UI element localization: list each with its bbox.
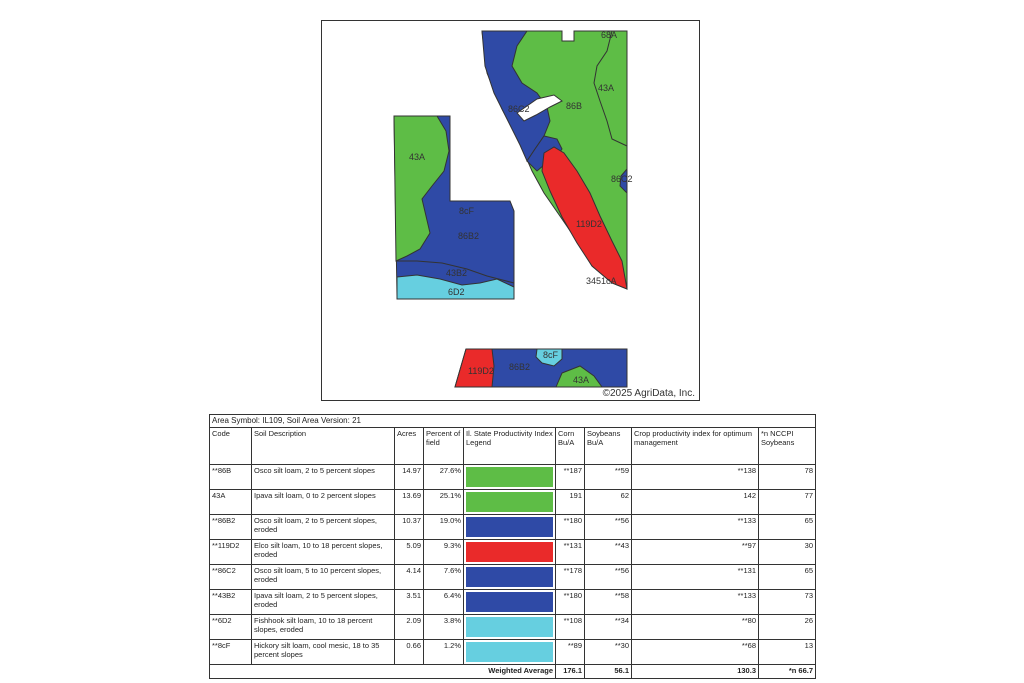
map-label-86c2-top: 86C2	[508, 104, 530, 114]
cell-nccpi: 73	[759, 590, 816, 615]
map-label-43a-left: 43A	[409, 152, 426, 162]
cell-legend-swatch	[464, 615, 556, 640]
cell-acres: 0.66	[395, 640, 424, 665]
table-row	[210, 565, 816, 590]
table-row	[210, 640, 816, 665]
cell-crop-index: **138	[632, 465, 759, 490]
table-footer-row	[210, 665, 816, 679]
cell-code: **86B2	[210, 515, 252, 540]
cell-percent: 6.4%	[424, 590, 464, 615]
cell-soybeans: **43	[585, 540, 632, 565]
cell-corn: **180	[556, 590, 585, 615]
cell-nccpi: 13	[759, 640, 816, 665]
cell-description: Hickory silt loam, cool mesic, 18 to 35 percent slopes	[252, 640, 395, 665]
cell-percent: 9.3%	[424, 540, 464, 565]
table-row	[210, 590, 816, 615]
cell-corn: **108	[556, 615, 585, 640]
table-header-row	[210, 428, 816, 465]
cell-soybeans: **34	[585, 615, 632, 640]
cell-legend-swatch	[464, 540, 556, 565]
cell-corn: **180	[556, 515, 585, 540]
cell-crop-index: **97	[632, 540, 759, 565]
soil-table	[209, 414, 816, 679]
header-description: Soil Description	[252, 428, 395, 465]
table-body	[210, 465, 816, 665]
cell-acres: 2.09	[395, 615, 424, 640]
cell-legend-swatch	[464, 640, 556, 665]
map-label-119d2-main: 119D2	[576, 219, 602, 229]
map-label-8cf-bottom: 8cF	[543, 350, 559, 360]
table-caption: Area Symbol: IL109, Soil Area Version: 21	[210, 415, 816, 428]
map-label-8cf-left: 8cF	[459, 206, 475, 216]
cell-soybeans: **56	[585, 515, 632, 540]
cell-description: Fishhook silt loam, 10 to 18 percent slopes, eroded	[252, 615, 395, 640]
cell-description: Elco silt loam, 10 to 18 percent slopes, eroded	[252, 540, 395, 565]
cell-crop-index: **68	[632, 640, 759, 665]
cell-acres: 4.14	[395, 565, 424, 590]
header-acres: Acres	[395, 428, 424, 465]
table-row	[210, 490, 816, 515]
header-legend: Il. State Productivity Index Legend	[464, 428, 556, 465]
header-code: Code	[210, 428, 252, 465]
cell-corn: **187	[556, 465, 585, 490]
legend-color-swatch	[466, 567, 553, 587]
legend-color-swatch	[466, 642, 553, 662]
cell-crop-index: 142	[632, 490, 759, 515]
cell-description: Ipava silt loam, 2 to 5 percent slopes, eroded	[252, 590, 395, 615]
footer-soybeans: 56.1	[585, 665, 632, 679]
cell-code: **119D2	[210, 540, 252, 565]
cell-nccpi: 26	[759, 615, 816, 640]
cell-legend-swatch	[464, 490, 556, 515]
table-row	[210, 465, 816, 490]
map-label-86b2-left: 86B2	[458, 231, 480, 241]
header-crop-index: Crop productivity index for optimum management	[632, 428, 759, 465]
map-label-43b2: 43B2	[446, 268, 468, 278]
legend-color-swatch	[466, 492, 553, 512]
cell-corn: 191	[556, 490, 585, 515]
table-row	[210, 540, 816, 565]
header-nccpi: *n NCCPI Soybeans	[759, 428, 816, 465]
table-row	[210, 515, 816, 540]
cell-crop-index: **133	[632, 590, 759, 615]
cell-nccpi: 77	[759, 490, 816, 515]
cell-soybeans: 62	[585, 490, 632, 515]
cell-crop-index: **131	[632, 565, 759, 590]
legend-color-swatch	[466, 542, 553, 562]
map-label-86b: 86B	[566, 101, 583, 111]
map-label-119d2-bottom: 119D2	[468, 366, 494, 376]
cell-nccpi: 78	[759, 465, 816, 490]
cell-description: Osco silt loam, 2 to 5 percent slopes, eroded	[252, 515, 395, 540]
cell-legend-swatch	[464, 465, 556, 490]
legend-color-swatch	[466, 617, 553, 637]
map-label-86c2-right: 86C2	[611, 174, 633, 184]
cell-code: **86C2	[210, 565, 252, 590]
cell-acres: 3.51	[395, 590, 424, 615]
cell-nccpi: 65	[759, 515, 816, 540]
cell-acres: 5.09	[395, 540, 424, 565]
map-label-68a: 68A	[601, 30, 618, 40]
legend-color-swatch	[466, 592, 553, 612]
map-label-86b2-bottom: 86B2	[509, 362, 531, 372]
cell-percent: 3.8%	[424, 615, 464, 640]
cell-crop-index: **80	[632, 615, 759, 640]
legend-color-swatch	[466, 517, 553, 537]
legend-color-swatch	[466, 467, 553, 487]
cell-acres: 14.97	[395, 465, 424, 490]
cell-corn: **89	[556, 640, 585, 665]
map-label-43a-top: 43A	[598, 83, 615, 93]
cell-description: Osco silt loam, 5 to 10 percent slopes, eroded	[252, 565, 395, 590]
cell-percent: 1.2%	[424, 640, 464, 665]
footer-nccpi: *n 66.7	[759, 665, 816, 679]
cell-crop-index: **133	[632, 515, 759, 540]
footer-corn: 176.1	[556, 665, 585, 679]
cell-legend-swatch	[464, 590, 556, 615]
header-soybeans: Soybeans Bu/A	[585, 428, 632, 465]
map-copyright: ©2025 AgriData, Inc.	[602, 388, 695, 399]
soil-map	[321, 20, 700, 401]
cell-description: Osco silt loam, 2 to 5 percent slopes	[252, 465, 395, 490]
cell-acres: 13.69	[395, 490, 424, 515]
cell-nccpi: 30	[759, 540, 816, 565]
cell-soybeans: **30	[585, 640, 632, 665]
cell-corn: **178	[556, 565, 585, 590]
cell-code: **8cF	[210, 640, 252, 665]
map-label-43a-bottom: 43A	[573, 375, 590, 385]
table-row	[210, 615, 816, 640]
cell-legend-swatch	[464, 565, 556, 590]
cell-code: **6D2	[210, 615, 252, 640]
cell-percent: 7.6%	[424, 565, 464, 590]
header-percent: Percent of field	[424, 428, 464, 465]
cell-corn: **131	[556, 540, 585, 565]
cell-nccpi: 65	[759, 565, 816, 590]
footer-crop-index: 130.3	[632, 665, 759, 679]
header-corn: Corn Bu/A	[556, 428, 585, 465]
cell-code: 43A	[210, 490, 252, 515]
cell-soybeans: **56	[585, 565, 632, 590]
cell-legend-swatch	[464, 515, 556, 540]
soil-map-canvas	[322, 21, 700, 401]
cell-percent: 25.1%	[424, 490, 464, 515]
map-label-6d2: 6D2	[448, 287, 465, 297]
map-label-3451ca: 3451cA	[586, 276, 617, 286]
cell-percent: 19.0%	[424, 515, 464, 540]
footer-label: Weighted Average	[210, 665, 556, 679]
cell-soybeans: **59	[585, 465, 632, 490]
cell-percent: 27.6%	[424, 465, 464, 490]
cell-soybeans: **58	[585, 590, 632, 615]
cell-code: **86B	[210, 465, 252, 490]
cell-code: **43B2	[210, 590, 252, 615]
cell-description: Ipava silt loam, 0 to 2 percent slopes	[252, 490, 395, 515]
cell-acres: 10.37	[395, 515, 424, 540]
